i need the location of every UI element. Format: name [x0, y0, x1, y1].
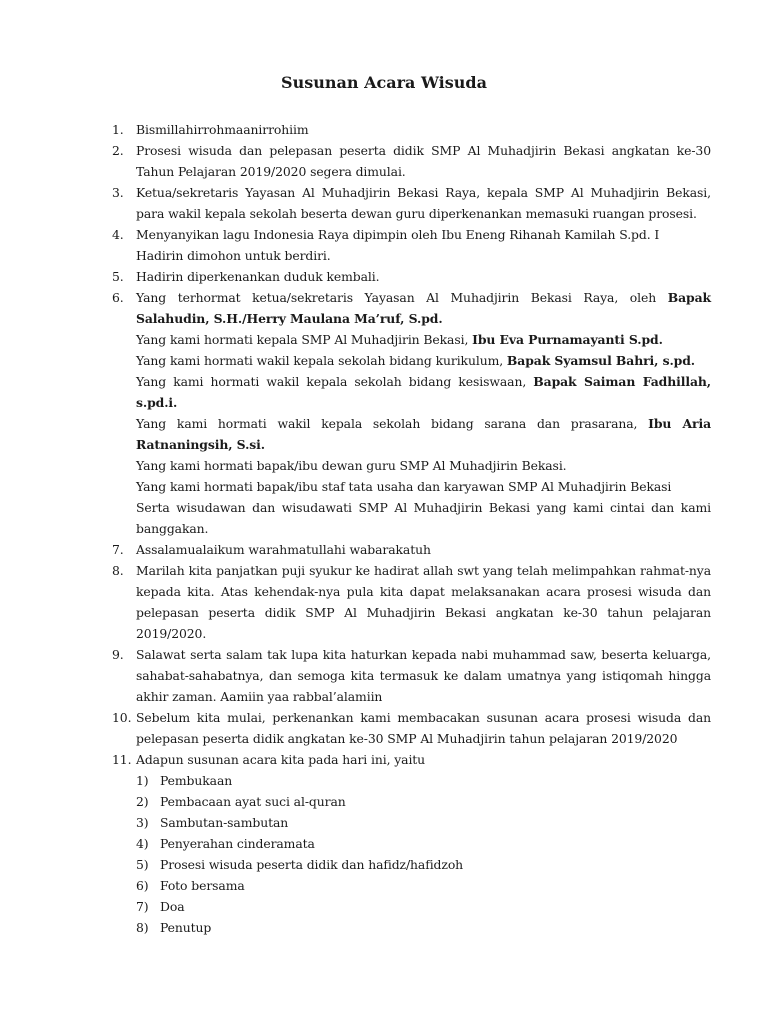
greeting-text: Yang terhormat ketua/sekretaris Yayasan Al Muhadjirin Bekasi Raya, oleh [136, 290, 668, 305]
list-item [112, 266, 711, 287]
greeting-paragraph: Yang kami hormati bapak/ibu staf tata usaha dan karyawan SMP Al Muhadjirin Bekasi [136, 479, 672, 494]
greeting-paragraph [136, 413, 711, 455]
sublist-number: 1) [136, 773, 149, 788]
greeting-text: Yang kami hormati wakil kepala sekolah bidang kurikulum, [136, 353, 507, 368]
greeting-text: Yang kami hormati kepala SMP Al Muhadjirin Bekasi, [136, 332, 473, 347]
greeting-paragraph [136, 287, 711, 329]
honoree-name: Bapak Salahudin, S.H./Herry Maulana Ma’ruf, S.pd. [136, 290, 711, 326]
sublist-item [112, 917, 711, 938]
sublist-item [112, 896, 711, 917]
item-number: 7. [112, 542, 124, 557]
sublist-item [112, 833, 711, 854]
item-number: 6. [112, 290, 124, 305]
item-number: 8. [112, 563, 124, 578]
greeting-paragraph: Yang kami hormati bapak/ibu dewan guru SMP Al Muhadjirin Bekasi. [136, 458, 567, 473]
sublist-number: 4) [136, 836, 149, 851]
item-text: Bismillahirrohmaanirrohiim [136, 122, 309, 137]
list-item [112, 749, 711, 770]
list-item [112, 224, 711, 266]
greeting-paragraph [136, 371, 711, 413]
sublist-item [112, 812, 711, 833]
sublist-number: 6) [136, 878, 149, 893]
item-number: 9. [112, 647, 124, 662]
sublist-text: Pembukaan [160, 773, 233, 788]
greeting-text: Yang kami hormati wakil kepala sekolah bidang sarana dan prasarana, [136, 416, 649, 431]
item-text: Adapun susunan acara kita pada hari ini, yaitu [136, 752, 426, 767]
item-text: Menyanyikan lagu Indonesia Raya dipimpin oleh Ibu Eneng Rihanah Kamilah S.pd. I [136, 227, 660, 242]
list-item [112, 182, 711, 224]
item-text: Prosesi wisuda dan pelepasan peserta didik SMP Al Muhadjirin Bekasi angkatan ke-30 Tahun Pelajaran 2019/2020 segera dimulai. [136, 143, 711, 179]
item-text: Ketua/sekretaris Yayasan Al Muhadjirin Bekasi Raya, kepala SMP Al Muhadjirin Bekasi, para wakil kepala sekolah beserta dewan guru diperkenankan memasuki ruangan prosesi. [136, 185, 711, 221]
program-sublist [112, 770, 711, 938]
sublist-text: Doa [160, 899, 185, 914]
item-text: Hadirin dimohon untuk berdiri. [136, 248, 331, 263]
list-item [112, 119, 711, 140]
item-number: 2. [112, 143, 124, 158]
honoree-name: Ibu Aria Ratnaningsih, S.si. [136, 416, 711, 452]
greeting-text: Yang kami hormati wakil kepala sekolah bidang kesiswaan, [136, 374, 534, 389]
list-item [112, 644, 711, 707]
list-item [112, 287, 711, 539]
sublist-number: 2) [136, 794, 149, 809]
greeting-paragraph [136, 329, 711, 350]
honoree-name: Bapak Saiman Fadhillah, s.pd.i. [136, 374, 711, 410]
list-item [112, 140, 711, 182]
sublist-text: Prosesi wisuda peserta didik dan hafidz/hafidzoh [160, 857, 464, 872]
honoree-name: Bapak Syamsul Bahri, s.pd. [506, 353, 696, 368]
sublist-text: Foto bersama [160, 878, 245, 893]
sublist-text: Penyerahan cinderamata [160, 836, 315, 851]
item-number: 10. [112, 710, 132, 725]
item-text: Marilah kita panjatkan puji syukur ke hadirat allah swt yang telah melimpahkan rahmat-nya kepada kita. Atas kehendak-nya pula kita dapat melaksanakan acara prosesi wisuda dan pelepasan peserta didik SMP Al Muhadjirin Bekasi angkatan ke-30 tahun pelajaran 2019/2020. [136, 563, 711, 641]
sublist-number: 3) [136, 815, 149, 830]
item-text: Hadirin diperkenankan duduk kembali. [136, 269, 380, 284]
sublist-text: Sambutan-sambutan [160, 815, 289, 830]
item-number: 5. [112, 269, 124, 284]
list-item [112, 560, 711, 644]
sublist-item [112, 791, 711, 812]
item-number: 1. [112, 122, 124, 137]
sublist-text: Pembacaan ayat suci al-quran [160, 794, 346, 809]
greeting-paragraph [136, 350, 711, 371]
item-text: Assalamualaikum warahmatullahi wabarakatuh [136, 542, 431, 557]
document-title: Susunan Acara Wisuda [281, 73, 487, 92]
list-item [112, 707, 711, 749]
item-number: 3. [112, 185, 124, 200]
sublist-number: 5) [136, 857, 149, 872]
item-text: Salawat serta salam tak lupa kita haturkan kepada nabi muhammad saw, beserta keluarga, sahabat-sahabatnya, dan semoga kita termasuk ke dalam umatnya yang istiqomah hingga akhir zaman. Aamiin yaa rabbal’alamiin [136, 647, 711, 704]
sublist-number: 8) [136, 920, 149, 935]
sublist-item [112, 875, 711, 896]
list-item [112, 539, 711, 560]
item-number: 11. [112, 752, 132, 767]
honoree-name: Ibu Eva Purnamayanti S.pd. [472, 332, 663, 347]
item-text: Sebelum kita mulai, perkenankan kami membacakan susunan acara prosesi wisuda dan pelepasan peserta didik angkatan ke-30 SMP Al Muhadjirin tahun pelajaran 2019/2020 [136, 710, 711, 746]
sublist-item [112, 770, 711, 791]
item-number: 4. [112, 227, 124, 242]
agenda-list [112, 119, 711, 938]
sublist-text: Penutup [160, 920, 212, 935]
greeting-paragraph: Serta wisudawan dan wisudawati SMP Al Muhadjirin Bekasi yang kami cintai dan kami banggakan. [136, 500, 711, 536]
sublist-number: 7) [136, 899, 149, 914]
sublist-item [112, 854, 711, 875]
